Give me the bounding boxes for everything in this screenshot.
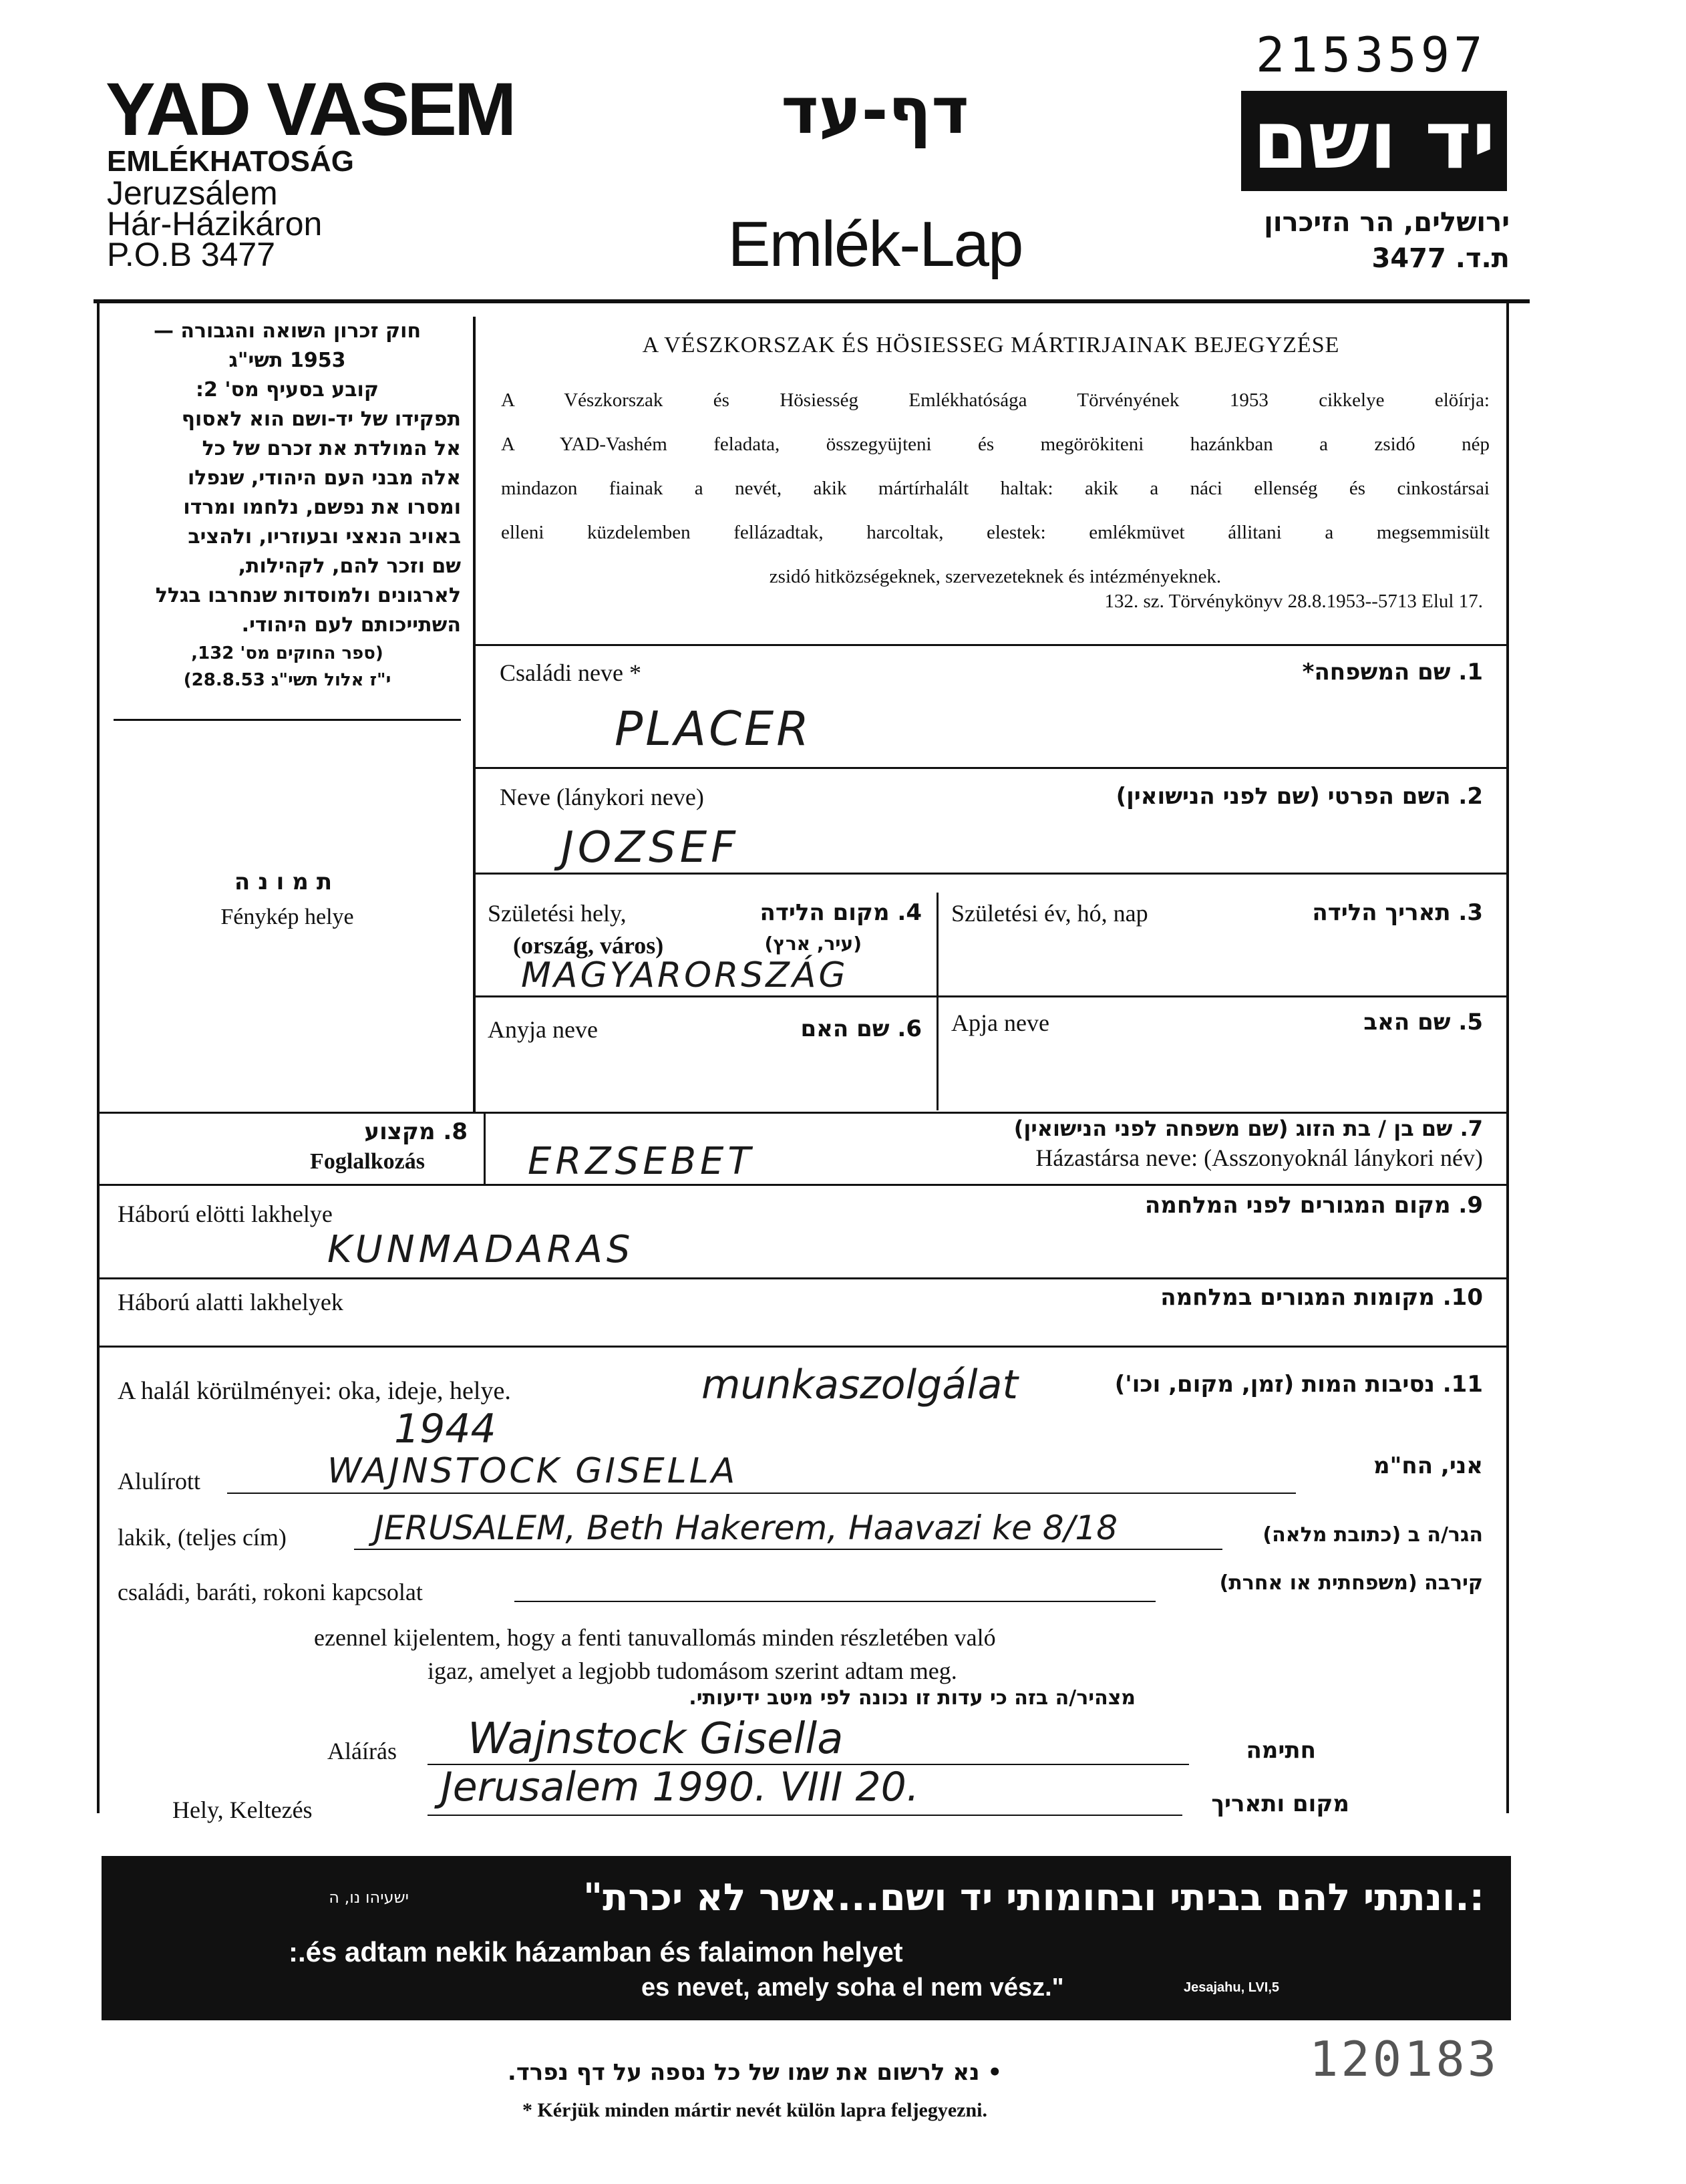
undersigned-heb: אני, הח"מ <box>1373 1452 1483 1479</box>
intro-text <box>501 378 1490 599</box>
signature-value[interactable]: Wajnstock Gisella <box>468 1714 844 1764</box>
signature-label: Aláírás <box>327 1738 397 1764</box>
death-circumstances-label: A halál körülményei: oka, ideje, helye. <box>118 1377 511 1405</box>
prewar-residence-value[interactable]: KUNMADARAS <box>327 1228 635 1271</box>
death-circumstances-heb: 11. נסיבות המות (זמן, מקום, וכו') <box>1114 1371 1483 1398</box>
declaration-heb: מצהיר/ה בזה כי עדות זו נכונה לפי מיטב ידיעותי. <box>689 1686 1136 1710</box>
family-name-value[interactable]: PLACER <box>615 701 812 756</box>
spouse-value[interactable]: ERZSEBET <box>528 1140 755 1183</box>
law-line: באויב הנאצי ובעוזריו, ולהציב <box>188 525 461 549</box>
law-line: 1953 תשי"ג <box>228 349 346 372</box>
address-heb: הגר/ה ב (כתובת מלאה) <box>1262 1523 1483 1547</box>
law-line: שם וזכר להם, לקהילות, <box>238 555 461 578</box>
org-city: Jeruzsálem <box>107 174 278 212</box>
law-line: אל המולדת את זכרם של כל <box>202 437 461 460</box>
form-title: Emlék-Lap <box>727 208 1023 280</box>
heb-address-1: ירושלים, הר הזיכרון <box>1264 207 1510 238</box>
declaration-line-1: ezennel kijelentem, hogy a fenti tanuvallomás minden részletében való <box>314 1624 996 1651</box>
photo-label: Fénykép helye <box>220 905 354 929</box>
intro-line: A Vészkorszak és Hösiesség Emlékhatósága Törvényének 1953 cikkelye elöírja: <box>501 389 1490 411</box>
place-date-heb: מקום ותאריך <box>1211 1790 1349 1817</box>
intro-line: mindazon fiainak a nevét, akik mártírhalált haltak: akik a náci ellenség és cinkostársai <box>501 478 1490 499</box>
prewar-residence-label: Háború elötti lakhelye <box>118 1201 333 1227</box>
spouse-heb: 7. שם בן / בת הזוג (שם משפחה לפני הנישואין) <box>1013 1116 1483 1141</box>
spouse-label: Házastársa neve: (Asszonyoknál lánykori név) <box>1035 1144 1483 1171</box>
org-pob: P.O.B 3477 <box>107 236 276 273</box>
law-line: תפקידו של יד-ושם הוא לאסוף <box>181 408 461 431</box>
intro-line: elleni küzdelemben fellázadtak, harcoltak, elestek: emlékmüvet állitani a megsemmisült <box>501 522 1490 543</box>
banner-hebrew-quote: :.ונתתי להם בביתי ובחומותי יד ושם...אשר לא יכרת" <box>582 1876 1484 1919</box>
footer-hebrew: • נא לרשום את שמו של כל נספה על דף נפרד. <box>507 2059 1003 2086</box>
org-mount: Hár-Házikáron <box>107 205 323 243</box>
intro-line: A YAD-Vashém feladata, összegyüjteni és megörökiteni hazánkban a zsidó nép <box>501 434 1490 455</box>
yad-vashem-logo <box>1241 91 1507 191</box>
mother-name-heb: 6. שם האם <box>800 1016 922 1042</box>
intro-title: A VÉSZKORSZAK ÉS HÖSIESSEG MÁRTIRJAINAK BEJEGYZÉSE <box>642 333 1340 357</box>
law-line: קובע בסעיף מס' 2: <box>196 378 379 402</box>
law-line: השתייכותם לעם היהודי. <box>241 613 461 637</box>
given-name-value[interactable]: JOZSEF <box>561 823 739 873</box>
title-hebrew: דף-עד <box>781 73 969 148</box>
photo-hebrew: תמונה <box>234 869 341 895</box>
law-line: חוק זכרון השואה והגבורה — <box>153 319 422 343</box>
serial-number-bottom: 120183 <box>1309 2031 1500 2087</box>
logo-text: יד ושם <box>1252 94 1496 187</box>
given-name-heb: 2. השם הפרטי (שם לפני הנישואין) <box>1116 783 1483 810</box>
quote-banner <box>102 1856 1511 2020</box>
law-line: י"ז אלול תשי"ג 28.8.53) <box>183 670 391 690</box>
banner-hungarian-2: es nevet, amely soha el nem vész." <box>641 1974 1064 2002</box>
wartime-residence-heb: 10. מקומות המגורים במלחמה <box>1160 1284 1483 1311</box>
heb-address-2: ת.ד. 3477 <box>1371 243 1510 274</box>
birthdate-heb: 3. תאריך הלידה <box>1312 899 1483 926</box>
relationship-heb: קירבה (משפחתית או אחרת) <box>1219 1571 1483 1595</box>
father-name-heb: 5. שם האב <box>1363 1009 1483 1036</box>
org-name: YAD VASEM <box>106 67 514 151</box>
birthplace-label: Születési hely, <box>488 900 627 927</box>
law-line: לארגונים ולמוסדות שנחרבו בגלל <box>155 584 461 607</box>
father-name-label: Apja neve <box>951 1009 1049 1036</box>
occupation-heb: 8. מקצוע <box>364 1118 468 1145</box>
org-subtitle: EMLÉKHATOSÁG <box>107 145 354 178</box>
death-year-value[interactable]: 1944 <box>394 1406 496 1452</box>
relationship-label: családi, baráti, rokoni kapcsolat <box>118 1579 423 1605</box>
declaration-line-2: igaz, amelyet a legjobb tudomásom szerint adtam meg. <box>428 1658 957 1684</box>
banner-hebrew-ref: ישעיהו נו, ה <box>329 1888 409 1907</box>
place-date-label: Hely, Keltezés <box>172 1797 313 1823</box>
law-line: אלה מבני העם היהודי, שנפלו <box>187 466 461 490</box>
law-line: ומסרו את נפשם, נלחמו ומרדו <box>183 496 461 519</box>
banner-hungarian-1: :.és adtam nekik házamban és falaimon helyet <box>289 1936 903 1968</box>
birthplace-value[interactable]: MAGYARORSZÁG <box>521 955 848 995</box>
intro-reference: 132. sz. Törvénykönyv 28.8.1953--5713 Elul 17. <box>1104 591 1483 612</box>
death-circumstances-value[interactable]: munkaszolgálat <box>701 1362 1018 1408</box>
place-date-value[interactable]: Jerusalem 1990. VIII 20. <box>441 1764 919 1811</box>
law-box <box>114 317 461 718</box>
wartime-residence-label: Háború alatti lakhelyek <box>118 1289 343 1315</box>
family-name-label: Családi neve * <box>500 659 641 686</box>
address-label: lakik, (teljes cím) <box>118 1524 287 1551</box>
family-name-heb: 1. שם המשפחה* <box>1302 659 1483 685</box>
mother-name-label: Anyja neve <box>488 1016 598 1043</box>
law-line: (ספר החוקים מס' 132, <box>191 643 383 663</box>
intro-line: zsidó hitközségeknek, szervezeteknek és intézményeknek. <box>769 566 1222 587</box>
undersigned-value[interactable]: WAJNSTOCK GISELLA <box>327 1451 738 1491</box>
birthplace-heb-2: (עיר, ארץ) <box>764 933 862 955</box>
serial-number-top: 2153597 <box>1256 27 1487 83</box>
birthplace-heb: 4. מקום הלידה <box>760 899 922 926</box>
prewar-residence-heb: 9. מקום המגורים לפני המלחמה <box>1144 1192 1483 1219</box>
banner-hungarian-ref: Jesajahu, LVI,5 <box>1184 1980 1280 1995</box>
undersigned-label: Alulírott <box>118 1468 200 1495</box>
footer-hungarian: * Kérjük minden mártir nevét külön lapra feljegyezni. <box>522 2099 988 2121</box>
birthplace-label-2: (ország, város) <box>513 932 664 959</box>
occupation-label: Foglalkozás <box>310 1149 425 1174</box>
birthdate-label: Születési év, hó, nap <box>951 900 1148 927</box>
given-name-label: Neve (lánykori neve) <box>500 784 704 810</box>
address-value[interactable]: JERUSALEM, Beth Hakerem, Haavazi ke 8/18 <box>374 1509 1118 1547</box>
signature-heb: חתימה <box>1246 1737 1316 1764</box>
